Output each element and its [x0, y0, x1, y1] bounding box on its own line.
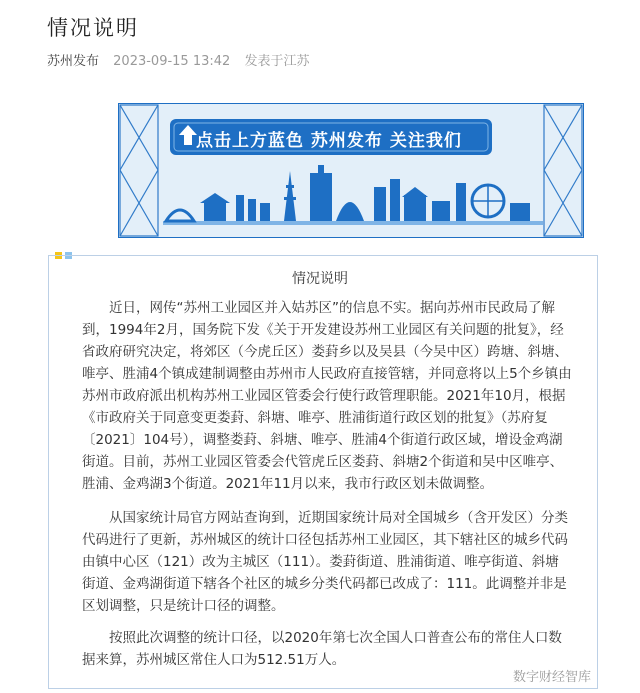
- publish-time: 2023-09-15 13:42: [113, 54, 231, 69]
- article-title: 情况说明: [47, 16, 139, 40]
- article-meta: [47, 50, 309, 69]
- notice-paragraph-3: 按照此次调整的统计口径，以2020年第七次全国人口普查公布的常住人口数据来算，苏州城区常住人口为512.51万人。: [82, 630, 562, 668]
- notice-paragraph-1: 近日，网传“苏州工业园区并入姑苏区”的信息不实。据向苏州市民政局了解到，1994年2月，国务院下发《关于开发建设苏州工业园区有关问题的批复》，经省政府研究决定，将郊区（今虎丘区）娄葑乡以及吴县（今吴中区）跨塘、斜塘、唯亭、胜浦4个镇成建制调整由苏州市人民政府直接管辖，并同意将以上5个乡镇由苏州市政府派出机构苏州工业园区管委会行使行政管理职能。2021年10月，根据《市政府关于同意变更娄葑、斜塘、唯亭、胜浦街道行政区划的批复》（苏府复〔2021〕104号），调整娄葑、斜塘、唯亭、胜浦4个街道行政区域，增设金鸡湖街道。目前，苏州工业园区管委会代管虎丘区娄葑、斜塘2个街道和吴中区唯亭、胜浦、金鸡湖3个街道。2021年11月以来，我市行政区划未做调整。: [82, 300, 572, 492]
- notice-title: 情况说明: [292, 271, 348, 287]
- notice-paragraph-2: 从国家统计局官方网站查询到，近期国家统计局对全国城乡（含开发区）分类代码进行了更新，苏州城区的统计口径包括苏州工业园区，其下辖社区的城乡代码由镇中心区（121）改为主城区（111）。娄葑街道、胜浦街道、唯亭街道、斜塘街道、金鸡湖街道下辖各个社区的城乡分类代码都已改成了：111。此调整并非是区划调整，只是统计口径的调整。: [82, 510, 568, 614]
- banner-follow-text[interactable]: 点击上方蓝色 苏州发布 关注我们: [196, 131, 462, 151]
- publish-location: 发表于江苏: [244, 54, 310, 69]
- follow-banner[interactable]: [118, 103, 584, 238]
- source-account-link[interactable]: 苏州发布: [47, 54, 100, 69]
- watermark: 数字财经智库: [513, 670, 592, 685]
